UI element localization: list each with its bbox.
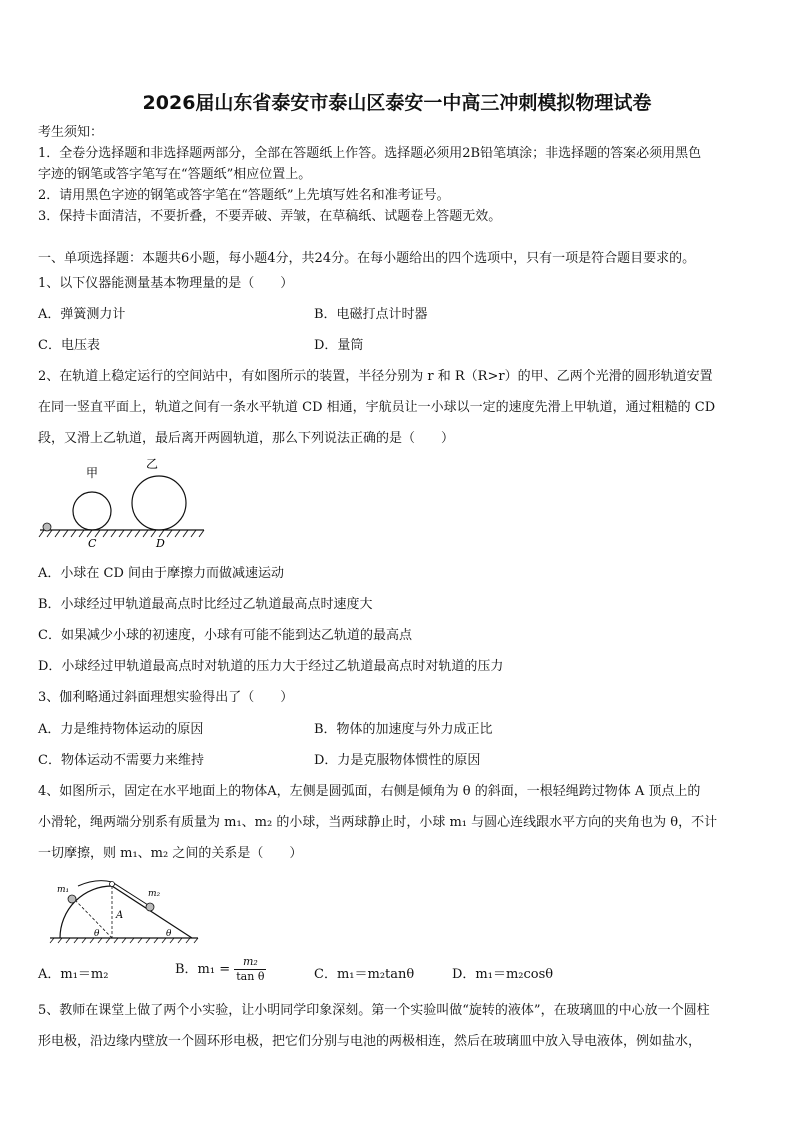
q2-stem-3: 段，又滑上乙轨道，最后离开两圆轨道，那么下列说法正确的是（ ）	[38, 431, 455, 446]
q4-option-b-prefix: B．m₁ =	[175, 962, 231, 977]
q5-stem-2: 形电极，沿边缘内壁放一个圆环形电极，把它们分别与电池的两极相连，然后在玻璃皿中放入导电液体，例如盐水，	[38, 1034, 702, 1049]
q3-option-b: B．物体的加速度与外力成正比	[314, 722, 493, 737]
label-m1: m₁	[57, 885, 70, 895]
q4-option-c: C．m₁＝m₂tanθ	[314, 967, 415, 982]
ball-m1	[68, 895, 76, 903]
q4-option-d: D．m₁＝m₂cosθ	[452, 967, 554, 982]
q2-option-b: B．小球经过甲轨道最高点时比经过乙轨道最高点时速度大	[38, 597, 373, 612]
page-title: 2026届山东省泰安市泰山区泰安一中高三冲刺模拟物理试卷	[142, 92, 652, 114]
track-jia-circle	[73, 492, 111, 530]
track-yi-circle	[132, 476, 186, 530]
q2-option-d: D．小球经过甲轨道最高点时对轨道的压力大于经过乙轨道最高点时对轨道的压力	[38, 659, 504, 674]
q4-option-a: A．m₁＝m₂	[38, 967, 109, 982]
q2-track-figure	[36, 455, 206, 550]
q4-incline-figure	[46, 876, 206, 946]
q4-option-b	[175, 955, 266, 984]
ball	[43, 523, 51, 531]
section-heading: 一、单项选择题：本题共6小题，每小题4分，共24分。在每小题给出的四个选项中，只有一项是符合题目要求的。	[38, 251, 696, 266]
q3-option-c: C．物体运动不需要力来维持	[38, 753, 204, 768]
q2-option-c: C．如果减少小球的初速度，小球有可能不能到达乙轨道的最高点	[38, 628, 412, 643]
pulley	[110, 882, 115, 887]
notice-item-1-cont: 字迹的钢笔或答字笔写在“答题纸”相应位置上。	[38, 167, 312, 182]
q2-stem-2: 在同一竖直平面上，轨道之间有一条水平轨道 CD 相通，宇航员让一小球以一定的速度先滑上甲轨道，通过粗糙的 CD	[38, 400, 716, 415]
q2-stem-1: 2、在轨道上稳定运行的空间站中，有如图所示的装置，半径分别为 r 和 R（R>r）的甲、乙两个光滑的圆形轨道安置	[38, 369, 713, 384]
label-m2: m₂	[148, 889, 161, 899]
label-theta-left: θ	[94, 929, 100, 939]
notice-heading: 考生须知：	[38, 125, 104, 140]
q2-option-a: A．小球在 CD 间由于摩擦力而做减速运动	[38, 566, 285, 581]
label-a: A	[116, 910, 124, 921]
label-jia: 甲	[86, 466, 99, 480]
notice-item-1: 1．全卷分选择题和非选择题两部分，全部在答题纸上作答。选择题必须用2B铅笔填涂；非选择题的答案必须用黑色	[38, 146, 702, 161]
q3-option-a: A．力是维持物体运动的原因	[38, 722, 204, 737]
label-yi: 乙	[146, 457, 159, 471]
ball-m2	[146, 903, 154, 911]
label-d: D	[156, 537, 165, 550]
body-a-outline	[60, 886, 192, 938]
fraction-denominator: tan θ	[236, 970, 265, 983]
q3-option-d: D．力是克服物体惯性的原因	[314, 753, 481, 768]
ground-hatching	[39, 530, 204, 537]
q1-stem: 1、以下仪器能测量基本物理量的是（ ）	[38, 276, 294, 291]
label-c: C	[88, 537, 97, 550]
notice-item-2: 2．请用黑色字迹的钢笔或答字笔在“答题纸”上先填写姓名和准考证号。	[38, 188, 450, 203]
q4-stem-1: 4、如图所示，固定在水平地面上的物体A，左侧是圆弧面，右侧是倾角为 θ 的斜面，一根轻绳跨过物体 A 顶点上的	[38, 784, 701, 799]
q1-option-b: B．电磁打点计时器	[314, 307, 428, 322]
q4-stem-3: 一切摩擦，则 m₁、m₂ 之间的关系是（ ）	[38, 846, 303, 861]
notice-item-3: 3．保持卡面清洁，不要折叠，不要弄破、弄皱，在草稿纸、试题卷上答题无效。	[38, 209, 502, 224]
q5-stem-1: 5、教师在课堂上做了两个小实验，让小明同学印象深刻。第一个实验叫做“旋转的液体”，在玻璃皿的中心放一个圆柱	[38, 1003, 710, 1018]
q1-option-d: D．量筒	[314, 338, 364, 353]
fraction-numerator: m₂	[234, 955, 266, 970]
q4-option-b-fraction	[234, 955, 266, 984]
ground-hatching	[50, 938, 198, 943]
q1-option-c: C．电压表	[38, 338, 100, 353]
label-theta-right: θ	[166, 929, 172, 939]
q1-option-a: A．弹簧测力计	[38, 307, 126, 322]
q3-stem: 3、伽利略通过斜面理想实验得出了（ ）	[38, 690, 294, 705]
q4-stem-2: 小滑轮，绳两端分别系有质量为 m₁、m₂ 的小球，当两球静止时，小球 m₁ 与圆心连线跟水平方向的夹角也为 θ，不计	[38, 815, 718, 830]
